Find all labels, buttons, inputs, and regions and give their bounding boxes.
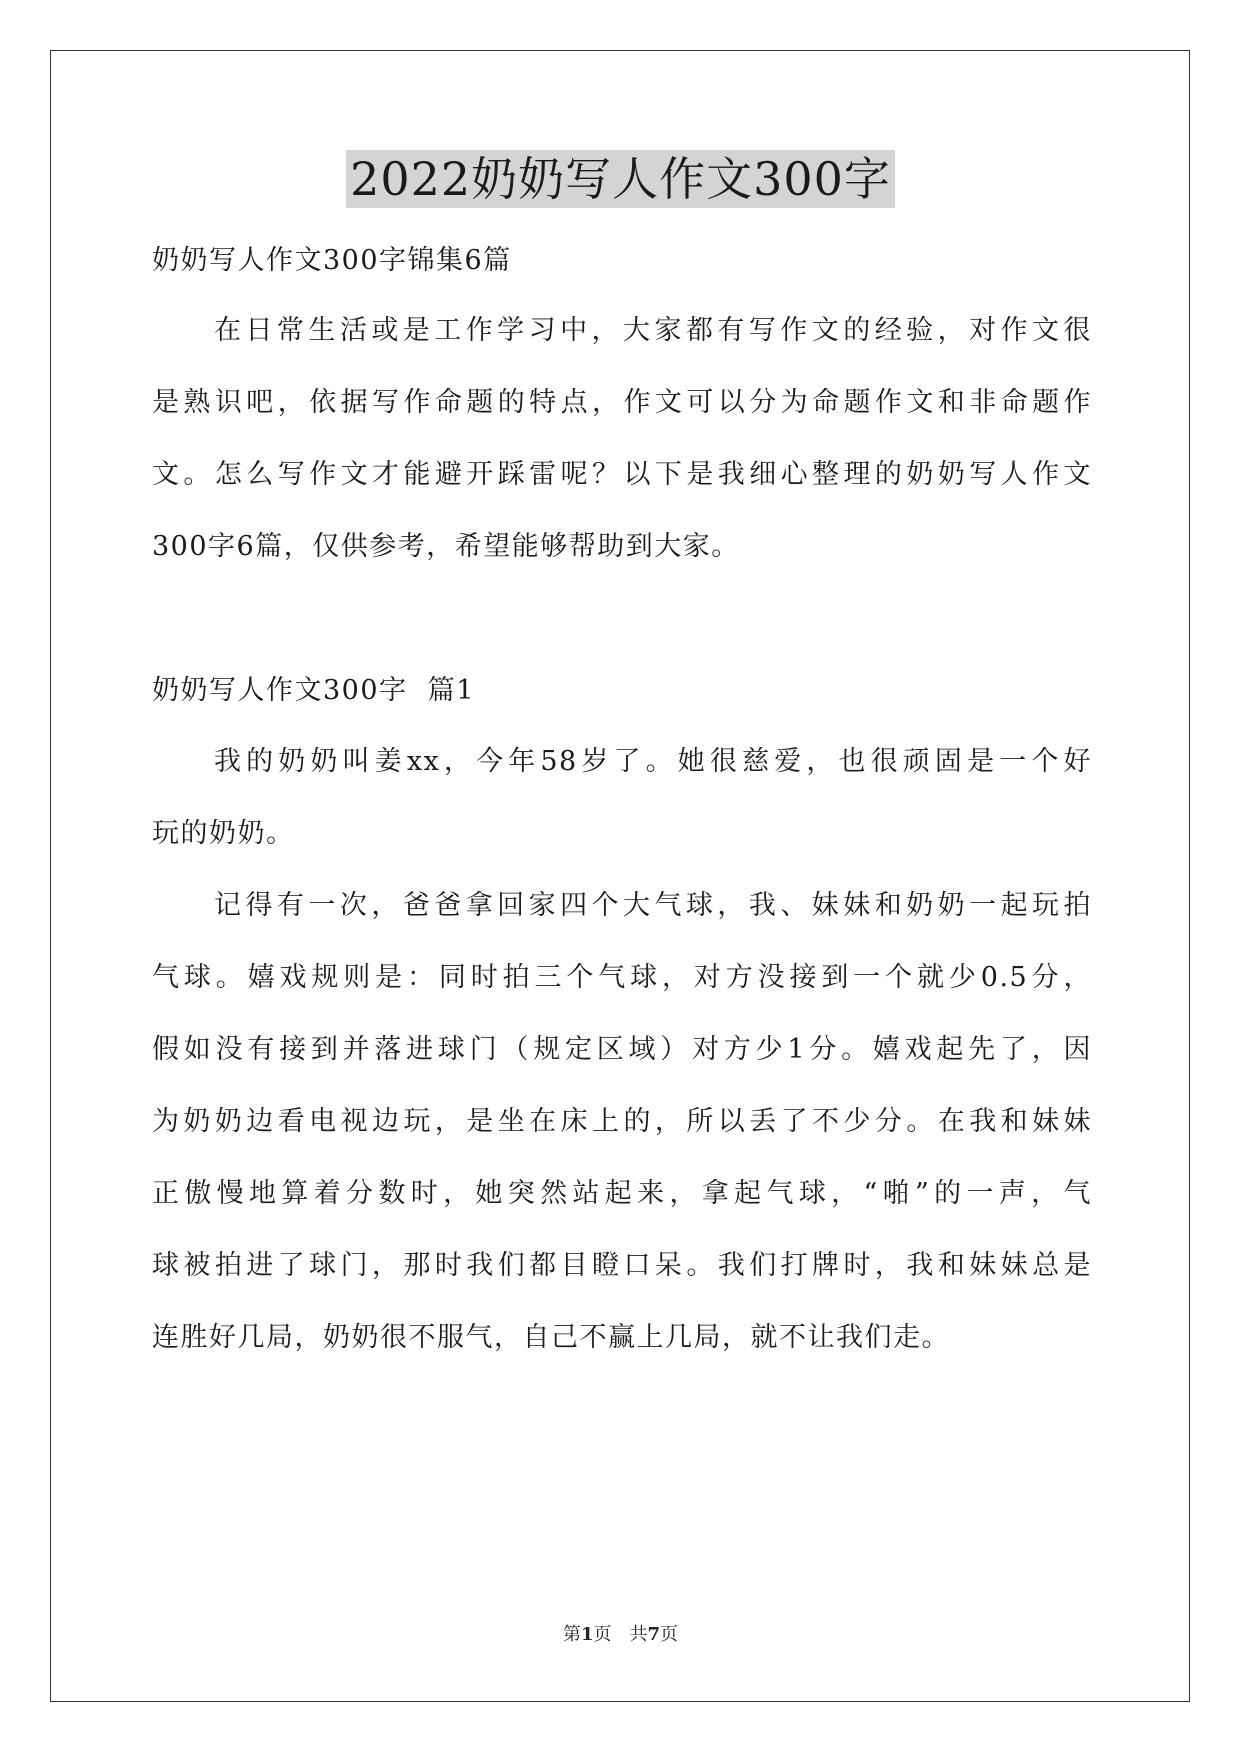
page-footer [0,1624,1241,1646]
footer-current-page: 1 [580,1624,594,1645]
para2-line-7: 连胜好几局，奶奶很不服气，自己不赢上几局，就不让我们走。 [152,1322,950,1353]
para2-line-1: 记得有一次，爸爸拿回家四个大气球，我、妹妹和奶奶一起玩拍 [214,890,1092,921]
para2-line-3: 假如没有接到并落进球门（规定区域）对方少1分。嬉戏起先了，因 [152,1034,1092,1065]
para2-line-4: 为奶奶边看电视边玩，是坐在床上的，所以丢了不少分。在我和妹妹 [152,1106,1092,1137]
intro-line-4: 300字6篇，仅供参考，希望能够帮助到大家。 [152,531,740,562]
footer-mid: 页 共 [593,1624,648,1645]
para2-line-6: 球被拍进了球门，那时我们都目瞪口呆。我们打牌时，我和妹妹总是 [152,1250,1092,1281]
para1-line-1: 我的奶奶叫姜xx，今年58岁了。她很慈爱，也很顽固是一个好 [214,746,1092,777]
intro-line-1: 在日常生活或是工作学习中，大家都有写作文的经验，对作文很 [214,315,1092,346]
footer-total-pages: 7 [647,1624,661,1645]
document-subtitle: 奶奶写人作文300字锦集6篇 [152,245,512,276]
footer-suffix: 页 [660,1624,679,1645]
section-heading: 奶奶写人作文300字 篇1 [152,675,475,706]
intro-line-2: 是熟识吧，依据写作命题的特点，作文可以分为命题作文和非命题作 [152,387,1092,418]
para2-line-5: 正傲慢地算着分数时，她突然站起来，拿起气球，“啪”的一声，气 [152,1178,1092,1209]
intro-line-3: 文。怎么写作文才能避开踩雷呢？以下是我细心整理的奶奶写人作文 [152,459,1092,490]
title-container [0,150,1241,208]
footer-prefix: 第 [562,1624,581,1645]
para1-line-2: 玩的奶奶。 [152,818,295,849]
page-border [50,50,1190,1702]
document-title: 2022奶奶写人作文300字 [346,150,895,208]
para2-line-2: 气球。嬉戏规则是：同时拍三个气球，对方没接到一个就少0.5分， [152,962,1092,993]
